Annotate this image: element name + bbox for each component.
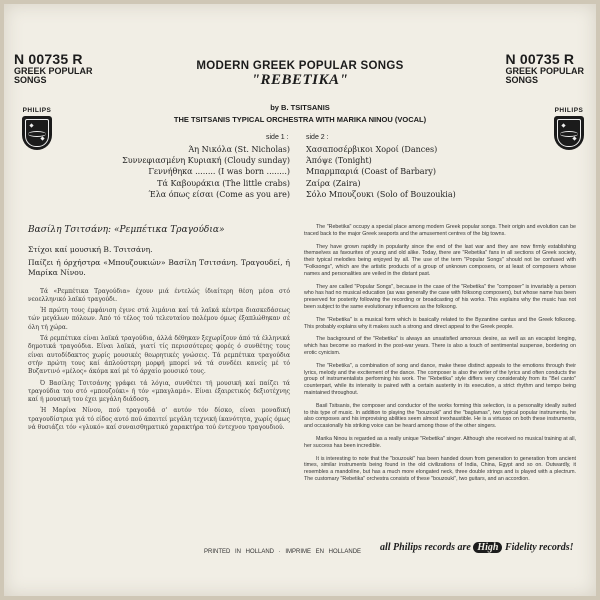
track-item: Έλα όπως είσαι (Come as you are) <box>148 189 290 199</box>
greek-heading: Βασίλη Τσιτσάνη: «Ρεμπέτικα Τραγούδια» <box>28 225 225 235</box>
greek-paragraph: Ή πρώτη τους έμφάνιση έγινε στά λιμάνια καί τά λαϊκά κέντρα διασκεδάσεως τών μεγάλων πόλεων. Άπό τό τέλος τού τελευταίου πολέμου όμως έξαπλώθηκαν σέ όλη τή χώρα. <box>28 307 290 331</box>
english-paragraph: It is interesting to note that the "bouzouki" has been handed down from generation to generation from ancient times, similar instruments being found in the old civilizations of India, China, Egypt and so on. Outwardly, it resembles a mandoline, but has a much more elongated neck, three double strings and is played with a plectrum. The customary "Rebetika" orchestra consists of these "bouzouki", two guitars, and an accordion. <box>304 455 576 482</box>
english-liner-notes <box>304 224 576 489</box>
english-paragraph: The background of the "Rebetika" is always an unsatisfied amorous desire, as well as an escapist longing, which has become so marked in the post-war years. There is also a touch of sentimental suspense, bordering on erotic cynicism. <box>304 336 576 356</box>
hifi-slogan-post: Fidelity records! <box>504 542 574 553</box>
english-paragraph: Basil Tsitsanis, the composer and conductor of the works forming this selection, is a personality ideally suited to this type of music. In addition to playing the "bouzouki" and the "baglamas", two typical popular instruments, he also composes and his improvising abilities seem almost inexhaustible. He is a virtuoso on both these instruments, and occasionally his striking voice can be heard among those of the other singers. <box>304 402 576 430</box>
greek-paragraph: Τά «Ρεμπέτικα Τραγούδια» έχουν μιά έντελώς ίδιαίτερη θέση μέσα στό νεοελληνικό λαϊκό τραγούδι. <box>28 287 290 303</box>
english-paragraph: They are called "Popular Songs", because in the case of the "Rebetika" the "composer" is invariably a person who has had no musical education (as was generally the case with folksong composers), but whose name has been preserved for posterity following the recording or broadcasting of his works. This explains why the music has not been subject to the same evolutionary influences as the folksong. <box>304 283 576 310</box>
greek-paragraph: Τά ρεμπέτικα είναι λαϊκά τραγούδια, άλλά δέθηκαν ξεχωρίζουν άπό τά έλληνικά δημοτικά τραγούδια. Είναι λαϊκά, γιατί τίς περισσότερες φορές ό συνθέτης τους είναι αυτοδίδακτος χωρίς μουσικές θεωρητικές γνώσεις. Τά ρεμπέτικα τραγούδια στήν πρώτη τους καί άπλούστερη μορφή μπορεί νά τά συνδέει κανείς μέ τό Βυζαντινό «μέλος» άκόμα καί μέ τό άρχαίο μουσικό τους. <box>28 335 290 376</box>
philips-wordmark: PHILIPS <box>554 107 584 114</box>
catalog-label-1: GREEK POPULAR <box>14 65 93 76</box>
greek-credits-lyrics: Στίχοι καί μουσική Β. Τσιτσάνη. <box>28 245 153 255</box>
record-sleeve-back <box>4 4 596 596</box>
album-title: "REBETIKA" <box>251 72 349 88</box>
catalog-number: N 00735 R <box>505 51 575 67</box>
track-item: Γεννήθηκα ........ (I was born ........) <box>148 167 290 177</box>
english-paragraph: The "Rebetika" is a musical form which is basically related to the Byzantine cantus and the Greek folksong. This probably explains why it makes such a strong and direct appeal to the Greek people. <box>304 316 576 330</box>
catalog-label-2: SONGS <box>505 75 538 86</box>
performers-credit: THE TSITSANIS TYPICAL ORCHESTRA WITH MARIKA NINOU (VOCAL) <box>173 115 427 124</box>
track-item: Άη Νικόλα (St. Nicholas) <box>188 145 290 154</box>
track-item: Σόλο Μπουζουκι (Solo of Bouzoukia) <box>306 189 456 199</box>
english-paragraph: The "Rebetika", a combination of song and dance, make these distinct appeals to the emotions through their lyrics, melody and the excitement of the dance. The composer is also the writer of the lyrics and often conducts the group of instrumentalists performing his work. The "Rebetika" style differs very considerably from its "Bel canto" counterpart, while its intensity is paired with a certain austerity in its execution, a strict rhythm and tempo being maintained throughout. <box>304 362 576 396</box>
english-paragraph: They have grown rapidly in popularity since the end of the last war and they are now firmly establishing themselves as favourites of young and old alike. Today, there are "Rebetika" fans in all sections of Greek society, their typical melodies being enjoyed by all. The use of the term "Popular Songs" should not be confused with "Folksongs", which are the artistic products of a group of unknown composers, or at least of composers whose names and personalities are veiled in the distant past. <box>304 243 576 277</box>
greek-paragraph: Ό Βασίλης Τσιτσάνης γράφει τά λόγια, συνθέτει τή μουσική καί παίζει τά τραγούδια του στό «μπουζούκι» ή τόν «μπαγλαμά». Είναι έξαιρετικός δεξιοτέχνης καί ή μουσική του έχει μεγάλη διάδοση. <box>28 379 290 404</box>
philips-logo <box>554 107 584 150</box>
composer-credit: by B. TSITSANIS <box>270 103 330 112</box>
track-item: Τά Καβουράκια (The little crabs) <box>157 178 290 188</box>
track-item: Μπαρμπαριά (Coast of Barbary) <box>306 167 437 177</box>
side2-label: side 2 : <box>306 134 329 141</box>
series-title: MODERN GREEK POPULAR SONGS <box>196 60 404 72</box>
printed-in-holland: PRINTED IN HOLLAND · IMPRIME EN HOLLANDE <box>204 549 362 555</box>
side1-tracklist <box>122 144 290 200</box>
hifi-slogan <box>380 542 574 553</box>
english-paragraph: Marika Ninou is regarded as a really unique "Rebetika" singer. Although she received no musical training at all, her success has been incredible. <box>304 435 576 449</box>
catalog-number: N 00735 R <box>14 51 83 67</box>
catalog-label-2: SONGS <box>14 75 47 86</box>
track-item: Χασαποσέρβικοι Χοροί (Dances) <box>306 145 438 154</box>
side1-label: side 1 : <box>266 134 289 141</box>
track-item: Ζαίρα (Zaira) <box>306 178 361 188</box>
english-paragraph: The "Rebetika" occupy a special place among modern Greek popular songs. Their origin and evolution can be traced back to the major Greek seaports and the amusement centres of the big towns. <box>304 224 576 237</box>
philips-logo <box>22 107 52 150</box>
greek-credits-orchestra: Παίζει ή όρχήστρα «Μπουζουκιών» Βασίλη Τσιτσάνη. Τραγουδεί, ή Μαρίκα Νίνου. <box>28 257 290 277</box>
hifi-high-badge: High <box>473 542 502 553</box>
greek-liner-notes <box>28 226 290 435</box>
philips-wordmark: PHILIPS <box>22 107 52 114</box>
side2-tracklist <box>306 144 456 200</box>
track-item: Συννεφιασμένη Κυριακή (Cloudy sunday) <box>122 156 290 166</box>
track-item: Άπόψε (Tonight) <box>306 156 372 166</box>
hifi-slogan-pre: all Philips records are <box>380 542 471 553</box>
greek-paragraph: Ή Μαρίνα Νίνου, πού τραγουδά σ' αυτόν τόν δίσκο, είναι μοναδική τραγουδίστρια γιά τό είδος αυτό πού άπαιτεί μεγάλη τεχνική ίκανότητα, χωρίς όμως νά θυσιάζει τόν «γλυκό» καί συναισθηματικό χαρακτήρα τού έντεχνου τραγουδιού. <box>28 407 290 432</box>
catalog-label-1: GREEK POPULAR <box>505 65 584 76</box>
